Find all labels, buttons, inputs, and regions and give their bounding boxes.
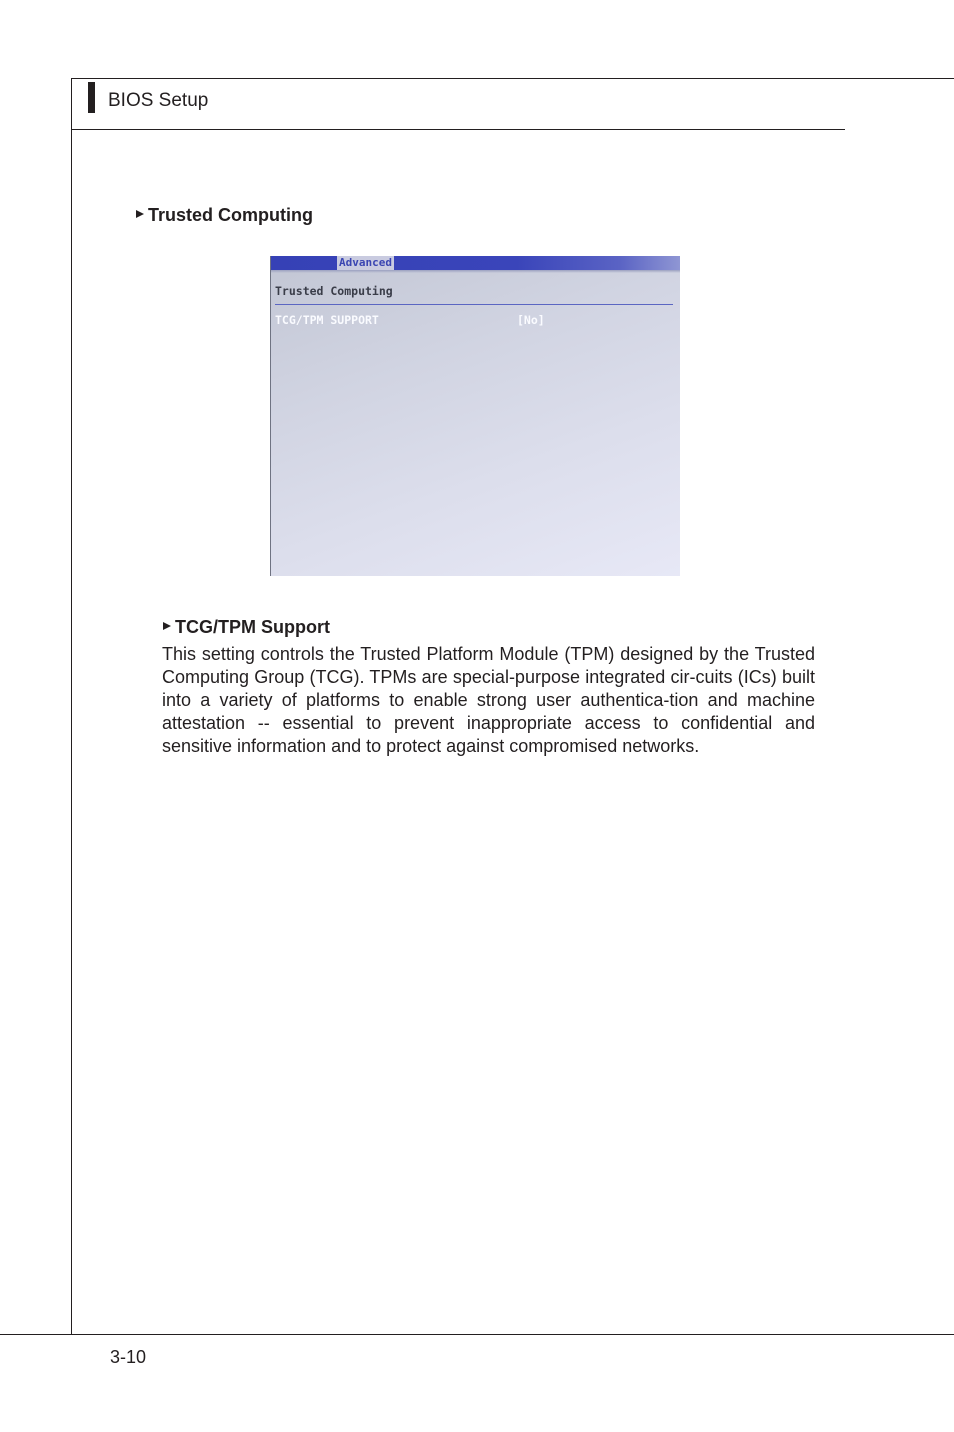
- bios-page-title: Trusted Computing: [275, 284, 393, 298]
- bios-item-tcg-tpm-support[interactable]: TCG/TPM SUPPORT: [275, 313, 379, 327]
- bios-tab-advanced[interactable]: Advanced: [339, 256, 392, 269]
- subsection-paragraph: This setting controls the Trusted Platform Module (TPM) designed by the Trusted Computing Group (TCG). TPMs are special-purpose integrated cir-cuits (ICs) built into a variety of platforms to enable strong user authentica-tion and machine attestation -- essential to prevent inappropriate access to confidential and sensitive information and to protect against compromised networks.: [162, 644, 815, 756]
- section-heading: [136, 204, 313, 226]
- bios-menu-bar-shadow: [271, 270, 680, 273]
- bios-menu-bar: [271, 256, 680, 270]
- page-number: 3-10: [110, 1347, 147, 1367]
- bios-title-separator: [275, 304, 673, 305]
- subsection-heading-text: TCG/TPM Support: [175, 617, 330, 637]
- bios-item-value[interactable]: [No]: [517, 313, 545, 327]
- triangle-right-icon: [163, 622, 171, 630]
- frame-left-rule: [71, 78, 72, 1335]
- bios-screenshot: [270, 256, 680, 576]
- header-title: BIOS Setup: [108, 90, 209, 111]
- header-marker-bar: [88, 82, 95, 113]
- section-heading-text: Trusted Computing: [148, 205, 313, 225]
- frame-top-rule: [71, 78, 954, 79]
- triangle-right-icon: [136, 210, 144, 218]
- header-rule: [71, 129, 845, 130]
- subsection-heading: [163, 616, 330, 638]
- footer-rule: [0, 1334, 954, 1335]
